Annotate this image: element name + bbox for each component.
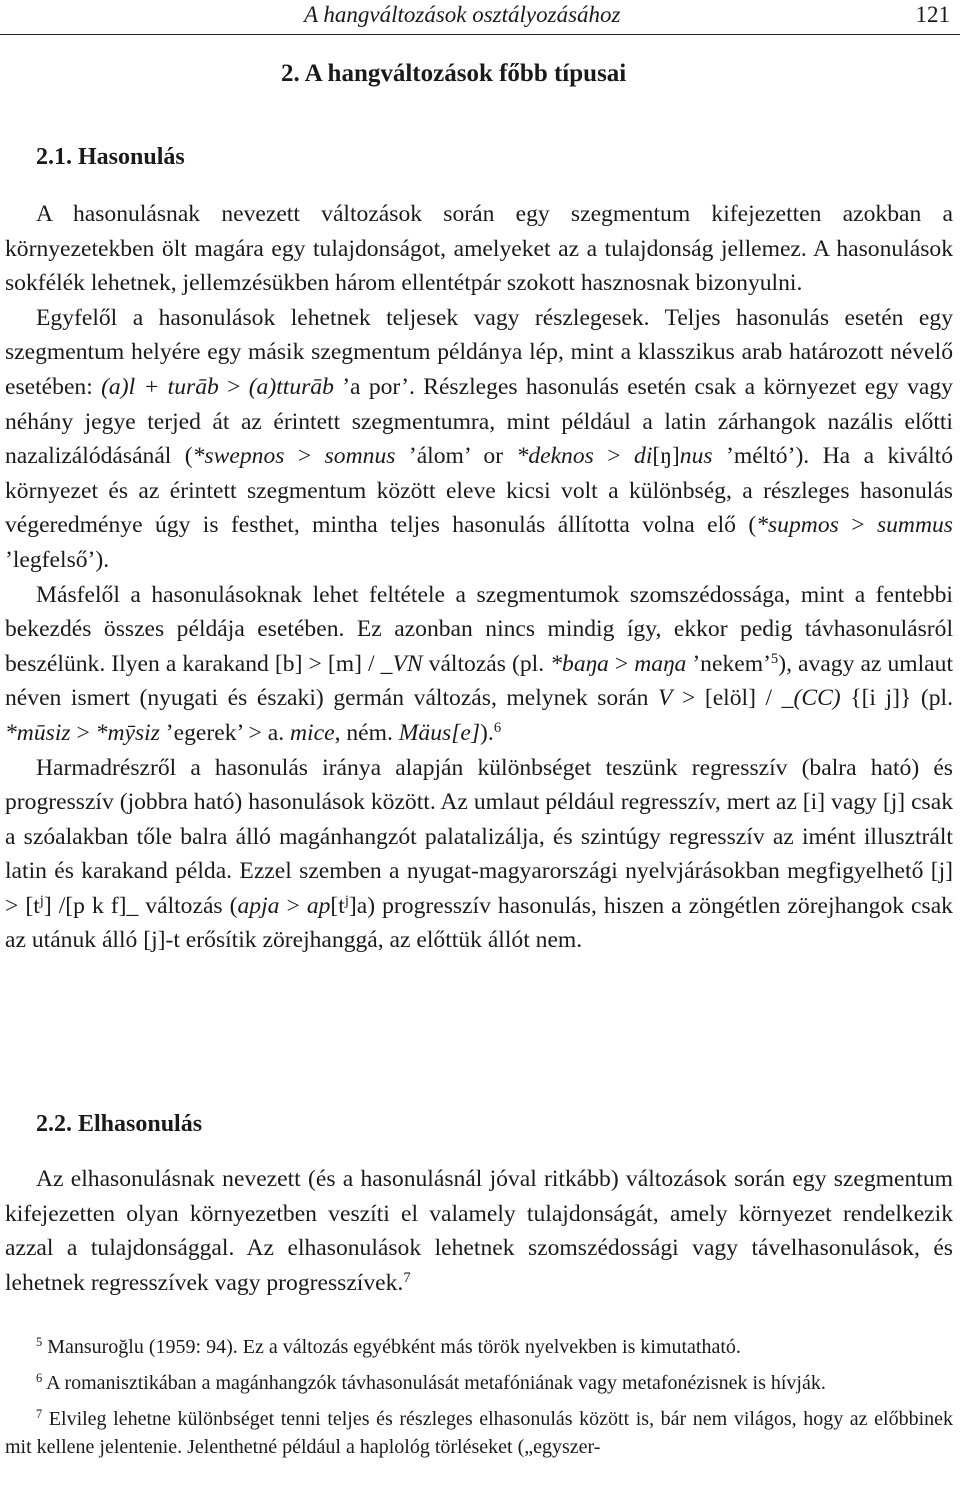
section-heading-elhasonulas: 2.2. Elhasonulás bbox=[36, 1111, 203, 1137]
section-body-elhasonulas bbox=[5, 1162, 953, 1300]
footnote-7: $^7$ Elvileg lehetne különbséget tenni teljes és részleges elhasonulás között is, bár nem világos, hogy az előbbinek mit kellene jelentenie. Jelenthetné például a haplológ törléseket („egyszer- bbox=[5, 1407, 953, 1458]
section-heading-hasonulas: 2.1. Hasonulás bbox=[36, 144, 185, 170]
footnotes bbox=[5, 1333, 953, 1469]
footnote-5: $^5$ Mansuroğlu (1959: 94). Ez a változás egyébként más török nyelvekben is kimutatható. bbox=[36, 1335, 741, 1358]
footnote-number: 6 bbox=[36, 1371, 43, 1386]
paragraph: Harmadrészről a hasonulás iránya alapján különbséget teszünk regresszív (balra ható) és progresszív (jobbra ható) hasonulások között. Az umlaut például regresszív, mert az [i] vagy [j] csak a szóalakban tőle balra álló magánhangzót palatalizálja, és szintúgy regresszív az imént illusztrált latin és karakand példa. Ezzel szemben a nyugat-magyarországi nyelvjárásokban megfigyelhető $[j] > [t^j]$ /[p k f]_ változás (apja > $ap[t^j]a$) progresszív hasonulás, hiszen a zöngétlen zörejhangok csak az utánuk álló [j]-t erősítik zörejhanggá, az előttük állót nem. bbox=[5, 754, 953, 954]
section-body-hasonulas bbox=[5, 197, 953, 958]
chapter-title: 2. A hangváltozások főbb típusai bbox=[281, 60, 627, 87]
paragraph: Egyfelől a hasonulások lehetnek teljesek vagy részlegesek. Teljes hasonulás esetén egy szegmentum helyére egy másik szegmentum példánya lép, mint a klasszikus arab határozott névelő esetében: (a)l + turāb > (a)tturāb ’a por’. Részleges hasonulás esetén csak a környezet egy vagy néhány jegye terjed át az érintett szegmentumra, mint például a latin zárhangok nazális előtti nazalizálódásánál (*swepnos > somnus ’álom’ or *deknos > di[ŋ]nus ’méltó’). Ha a kiváltó környezet és az érintett szegmentum között eleve kicsi volt a különbség, a részleges hasonulás végeredménye úgy is festhet, mintha teljes hasonulás állította volna elő (*supmos > summus ’legfelső’). bbox=[5, 304, 954, 573]
running-header bbox=[0, 0, 960, 35]
footnote-ref[interactable]: 6 bbox=[493, 719, 502, 736]
paragraph: A hasonulásnak nevezett változások során egy szegmentum kifejezetten azokban a környezetekben ölt magára egy tulajdonságot, amelyeket az a tulajdonság jellemez. A hasonulások sokfélék lehetnek, jellemzésükben három ellentétpár szokott hasznosnak bizonyulni. bbox=[5, 201, 953, 297]
running-title: A hangváltozások osztályozásához bbox=[304, 2, 621, 27]
footnote-ref[interactable]: 7 bbox=[403, 1269, 411, 1286]
footnote-number: 5 bbox=[36, 1335, 43, 1350]
paragraph: Az elhasonulásnak nevezett (és a hasonulásnál jóval ritkább) változások során egy szegmentum kifejezetten olyan környezetben veszíti el valamely tulajdonságát, amely környezet rendelkezik azzal a tulajdonsággal. Az elhasonulások lehetnek szomszédossági vagy távelhasonulások, és lehetnek regresszívek vagy progresszívek.$^7$ bbox=[5, 1166, 953, 1296]
page-number: 121 bbox=[915, 2, 950, 27]
footnote-6: $^6$ A romanisztikában a magánhangzók távhasonulását metafóniának vagy metafonézisnek is hívják. bbox=[36, 1371, 826, 1394]
paragraph: Másfelől a hasonulásoknak lehet feltétele a szegmentumok szomszédossága, mint a fentebbi bekezdés összes példája esetében. Ez azonban nincs mindig így, ekkor pedig távhasonulásról beszélünk. Ilyen a karakand [b] > [m] / _VN változás (pl. *baŋa > maŋa ’nekem’$^5$), avagy az umlaut néven ismert (nyugati és északi) germán változás, melynek során V > [elöl] / _(CC) {[i j]} (pl. *mūsiz > *mȳsiz ’egerek’ > a. mice, ném. Mäus[e]).$^6$ bbox=[5, 581, 953, 746]
footnote-number: 7 bbox=[36, 1407, 43, 1422]
footnote-ref[interactable]: 5 bbox=[770, 650, 779, 667]
